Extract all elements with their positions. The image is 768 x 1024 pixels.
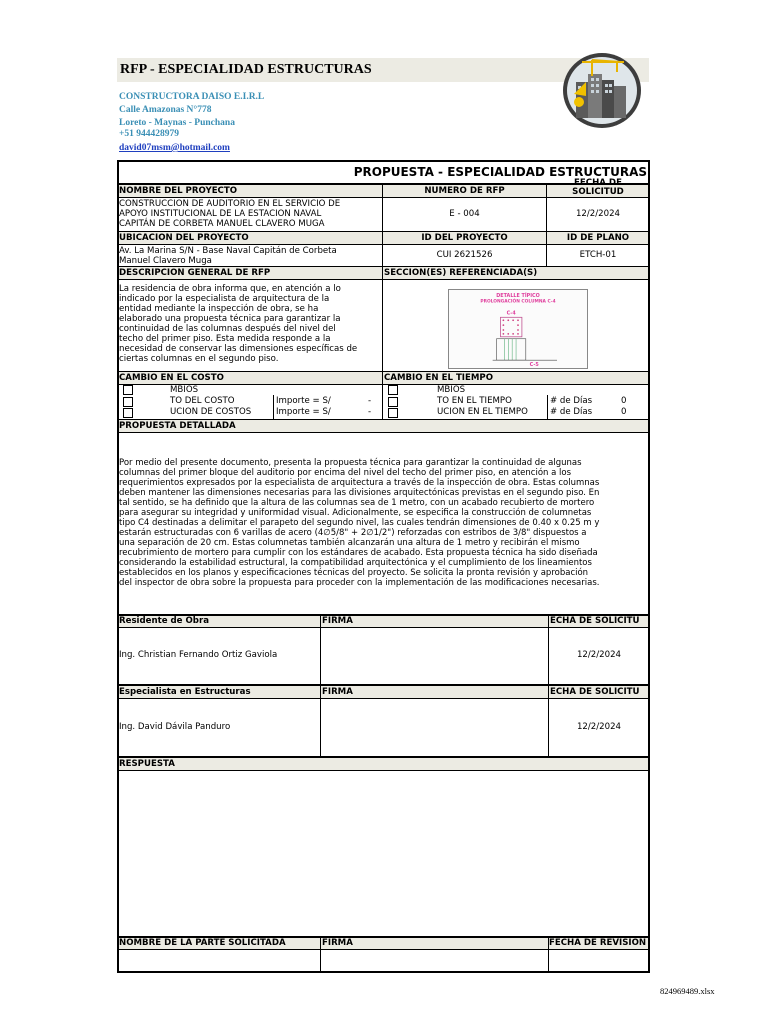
request-date-label-line1: FECHA DE: [574, 178, 622, 188]
rfp-number-label: NUMERO DE RFP: [424, 186, 505, 196]
resident-date: 12/2/2024: [576, 650, 622, 660]
no-changes-time-checkbox[interactable]: [388, 385, 398, 395]
rule: [117, 627, 650, 628]
detail-line: considerando la estabilidad estructural, la compatibilidad arquitectónica y el cumplimiento de los lineamientos: [119, 558, 592, 568]
cost-option-label: UCION DE COSTOS: [170, 407, 252, 417]
detail-line: requerimientos expresados por la especialista de arquitectura a través de la inspección de obra. Estas columnas: [119, 478, 600, 488]
days-label: # de Días: [550, 407, 593, 417]
header-band-row8: [119, 758, 648, 770]
col-divider: [273, 395, 274, 419]
rule: [117, 279, 650, 280]
detail-line: establecidos en los planos y especificaciones técnicas del proyecto. Se solicita la pronta revisión y aprobación: [119, 568, 589, 578]
company-location: Loreto - Maynas - Punchana: [119, 118, 235, 128]
rule: [117, 684, 650, 686]
description-line: techo del primer piso. Esta medida responde a la: [119, 334, 331, 344]
detail-text: [119, 458, 649, 588]
form-title: PROPUESTA - ESPECIALIDAD ESTRUCTURAS: [353, 165, 647, 179]
resident-label: Residente de Obra: [119, 616, 209, 626]
specialist-date: 12/2/2024: [576, 722, 622, 732]
project-name-line: CAPITÁN DE CORBETA MANUEL CLAVERO MUGA: [119, 219, 325, 229]
days-label: # de Días: [550, 396, 593, 406]
time-option-label: TO EN EL TIEMPO: [437, 396, 512, 406]
reference-drawing-image[interactable]: [448, 289, 588, 369]
company-phone: +51 944428979: [119, 129, 180, 139]
detail-line: Por medio del presente documento, presenta la propuesta técnica para garantizar la continuidad de algunas: [119, 458, 582, 468]
detail-line: para asegurar su integridad y uniformidad visual. Adicionalmente, se especifica la construcción de columnetas: [119, 508, 592, 518]
document-title: RFP - ESPECIALIDAD ESTRUCTURAS: [120, 62, 372, 77]
days-value: 0: [621, 396, 627, 406]
description-line: La residencia de obra informa que, en atención a lo: [119, 284, 341, 294]
drawing-title-1: DETALLE TÍPICO: [496, 292, 540, 299]
rule: [117, 197, 650, 198]
cost-option-label: MBIOS: [170, 385, 199, 395]
drawing-title-2: PROLONGACIÓN COLUMNA C-4: [480, 299, 556, 305]
detail-line: columnas del primer bloque del auditorio por encima del nivel del techo del primer piso, en atención a los: [119, 468, 572, 478]
col-divider: [320, 937, 321, 973]
company-email-link[interactable]: david07msm@hotmail.com: [119, 143, 230, 153]
time-option-label: UCION EN EL TIEMPO: [437, 407, 528, 417]
rfp-number-value: E - 004: [449, 209, 480, 219]
detail-line: del inspector de obra sobre la propuesta para proceder con la implementación de las modificaciones necesarias.: [119, 578, 600, 588]
description-text: [119, 284, 381, 364]
col-divider: [320, 615, 321, 685]
project-name-line: CONSTRUCCION DE AUDITORIO EN EL SERVICIO DE: [119, 199, 341, 209]
project-id-value: CUI 2621526: [436, 250, 493, 260]
resident-name: Ing. Christian Fernando Ortiz Gaviola: [119, 650, 278, 660]
cost-amount-label: Importe = S/: [276, 407, 331, 417]
time-option-label: MBIOS: [437, 385, 466, 395]
requested-party-label: NOMBRE DE LA PARTE SOLICITADA: [119, 938, 286, 948]
description-line: ciertas columnas en el segundo piso.: [119, 354, 279, 364]
description-line: elaborado una propuesta técnica para garantizar la: [119, 314, 341, 324]
cost-increase-checkbox[interactable]: [123, 397, 133, 407]
request-date-col-label: ECHA DE SOLICITU: [550, 616, 640, 626]
col-divider: [320, 686, 321, 757]
response-label: RESPUESTA: [119, 759, 175, 769]
request-date-col-label: ECHA DE SOLICITU: [550, 687, 640, 697]
cost-amount-value: -: [368, 407, 372, 417]
rule: [117, 756, 650, 758]
time-change-label: CAMBIO EN EL TIEMPO: [384, 373, 494, 383]
rule: [117, 949, 650, 950]
cost-amount-label: Importe = S/: [276, 396, 331, 406]
cost-amount-value: -: [368, 396, 372, 406]
description-label: DESCRIPCION GENERAL DE RFP: [119, 268, 271, 278]
project-id-label: ID DEL PROYECTO: [421, 233, 508, 243]
firma-label: FIRMA: [322, 938, 353, 948]
plan-id-label: ID DE PLANO: [566, 233, 630, 243]
detail-label: PROPUESTA DETALLADA: [119, 421, 236, 431]
company-name: CONSTRUCTORA DAISO E.I.R.L: [119, 92, 265, 102]
description-line: entidad mediante la inspección de obra, se ha: [119, 304, 319, 314]
request-date-value: 12/2/2024: [575, 209, 621, 219]
company-logo: [562, 52, 642, 129]
col-divider: [382, 184, 383, 420]
description-line: necesidad de conservar las dimensiones específicas de: [119, 344, 358, 354]
cost-reduction-checkbox[interactable]: [123, 408, 133, 418]
specialist-name: Ing. David Dávila Panduro: [119, 722, 231, 732]
firma-label: FIRMA: [322, 687, 353, 697]
detail-line: recubrimiento de mortero para cumplir con los estándares de acabado. Esta propuesta técnica ha sido diseñada: [119, 548, 598, 558]
rule: [117, 266, 650, 267]
cost-change-label: CAMBIO EN EL COSTO: [119, 373, 224, 383]
company-info: [119, 92, 264, 154]
location-label: UBICACION DEL PROYECTO: [119, 233, 249, 243]
request-date-label: [547, 179, 649, 197]
location-value: [119, 246, 337, 266]
time-increase-checkbox[interactable]: [388, 397, 398, 407]
rule: [117, 432, 650, 433]
drawing-label-c5: C-5: [529, 362, 539, 369]
rule: [117, 770, 650, 771]
rule: [117, 244, 650, 245]
detail-line: tipo C4 destinadas a delimitar el parapeto del segundo nivel, las cuales tendrán dimensiones de 0.40 x 0.25 m y: [119, 518, 600, 528]
sections-label: SECCION(ES) REFERENCIADA(S): [384, 268, 538, 278]
project-name-value: [119, 199, 340, 229]
rule: [117, 698, 650, 699]
file-code: 824969489.xlsx: [660, 986, 715, 996]
request-date-label-line2: SOLICITUD: [572, 187, 624, 197]
drawing-label-c4: C-4: [506, 310, 516, 317]
rule: [117, 419, 650, 420]
days-value: 0: [621, 407, 627, 417]
description-line: indicado por la especialista de arquitectura de la: [119, 294, 330, 304]
company-address: Calle Amazonas N°778: [119, 105, 212, 115]
specialist-label: Especialista en Estructuras: [119, 687, 251, 697]
detail-line: deben mantener las dimensiones necesarias para las divisiones arquitectónicas previstas en el segundo piso. En: [119, 488, 600, 498]
col-divider: [547, 395, 548, 419]
location-line: Av. La Marina S/N - Base Naval Capitán de Corbeta: [119, 246, 337, 256]
time-reduction-checkbox[interactable]: [388, 408, 398, 418]
project-name-label: NOMBRE DEL PROYECTO: [119, 186, 238, 196]
detail-line: una separación de 20 cm. Estas columnetas también alcanzarán una altura de 1 metro y recibirán el mismo: [119, 538, 580, 548]
detail-line: tal sentido, se ha definido que la altura de las columnas sea de 1 metro, con un acabado recubierto de mortero: [119, 498, 595, 508]
plan-id-value: ETCH-01: [579, 250, 617, 260]
location-line: Manuel Clavero Muga: [119, 256, 212, 266]
cost-option-label: TO DEL COSTO: [170, 396, 235, 406]
rule: [117, 371, 650, 372]
detail-line: estarán estructuradas con 6 varillas de acero (4∅5/8" + 2∅1/2") reforzadas con estribos de 3/8" dispuestos a: [119, 528, 587, 538]
firma-label: FIRMA: [322, 616, 353, 626]
description-line: continuidad de las columnas después del nivel del: [119, 324, 336, 334]
review-date-label: FECHA DE REVISIÓN: [549, 938, 647, 948]
no-changes-cost-checkbox[interactable]: [123, 385, 133, 395]
rule: [117, 231, 650, 232]
project-name-line: APOYO INSTITUCIONAL DE LA ESTACION NAVAL: [119, 209, 322, 219]
